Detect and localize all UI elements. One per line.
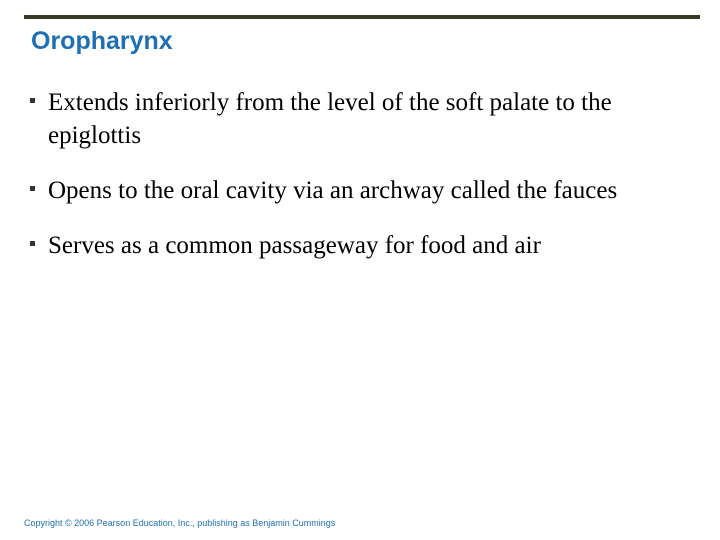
bullet-text: Opens to the oral cavity via an archway called the fauces — [48, 177, 618, 204]
square-bullet-icon — [30, 86, 48, 103]
bullet-text: Serves as a common passageway for food and air — [48, 232, 541, 259]
list-item — [30, 229, 670, 262]
slide-title: Oropharynx — [31, 27, 173, 55]
list-item — [30, 86, 670, 152]
bullet-list — [30, 86, 670, 284]
list-item — [30, 174, 670, 207]
square-bullet-icon — [30, 229, 48, 246]
bullet-text: Extends inferiorly from the level of the soft palate to the epiglottis — [48, 89, 612, 149]
top-divider — [24, 15, 700, 19]
square-bullet-icon — [30, 174, 48, 191]
copyright-footer: Copyright © 2006 Pearson Education, Inc., publishing as Benjamin Cummings — [24, 518, 336, 528]
